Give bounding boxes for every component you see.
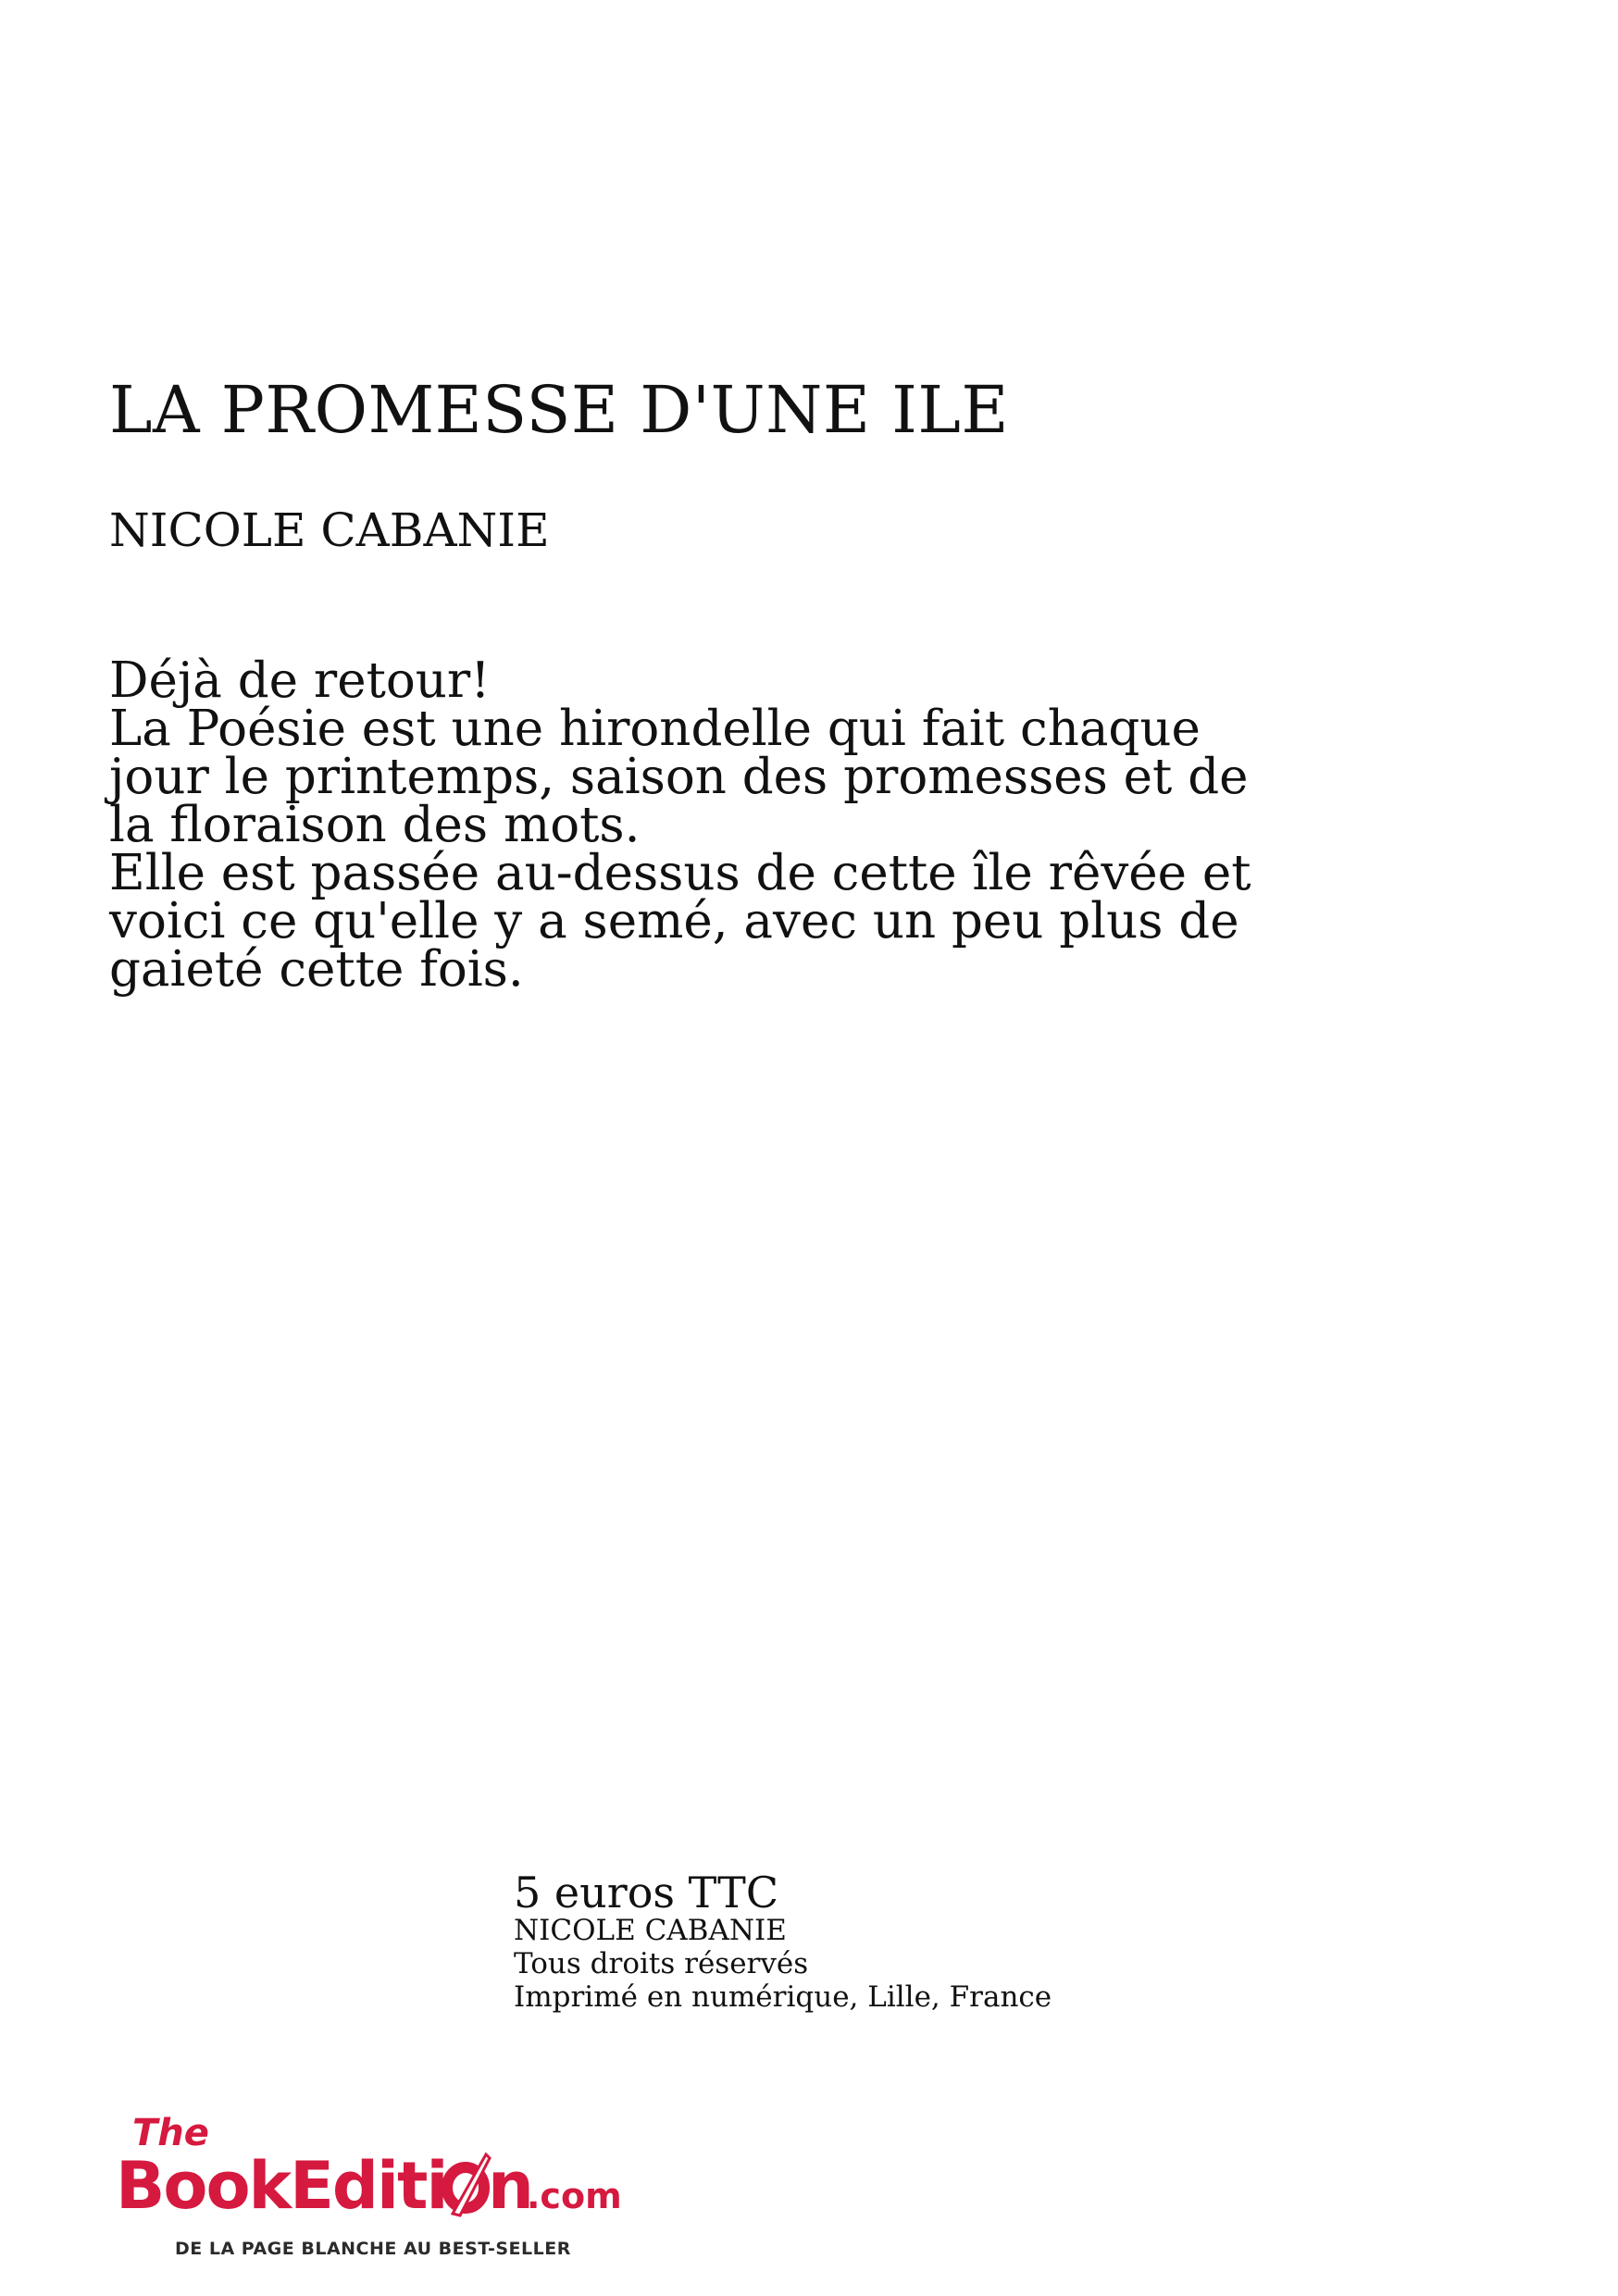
printing-notice: Imprimé en numérique, Lille, France: [514, 1980, 1052, 2014]
colophon: [514, 1868, 1052, 2014]
logo-domain: .com: [527, 2176, 622, 2216]
price-label: 5 euros TTC: [514, 1868, 779, 1917]
blurb-line: La Poésie est une hirondelle qui fait chaque: [109, 701, 1201, 757]
logo-tagline: DE LA PAGE BLANCHE AU BEST-SELLER: [175, 2239, 571, 2259]
blurb-line: Déjà de retour!: [109, 652, 491, 709]
blurb-line: Elle est passée au-dessus de cette île rêvée et: [109, 845, 1251, 901]
blurb-line: la floraison des mots.: [109, 797, 641, 853]
colophon-author: NICOLE CABANIE: [514, 1914, 787, 1947]
book-title: LA PROMESSE D'UNE ILE: [109, 372, 1009, 448]
blurb-line: voici ce qu'elle y a semé, avec un peu plus de: [109, 893, 1239, 949]
logo-prefix: The: [132, 2112, 209, 2154]
blurb-line: jour le printemps, saison des promesses et de: [109, 749, 1249, 805]
quill-o-icon: [447, 2154, 490, 2215]
book-author: NICOLE CABANIE: [109, 503, 550, 557]
logo-name-part1: BookEditi: [116, 2148, 447, 2224]
thebookedition-logo: [116, 2101, 671, 2267]
blurb-line: gaieté cette fois.: [109, 941, 524, 998]
logo-name-part2: n: [488, 2148, 534, 2224]
rights-notice: Tous droits réservés: [514, 1947, 809, 1980]
book-blurb: [109, 652, 1313, 998]
